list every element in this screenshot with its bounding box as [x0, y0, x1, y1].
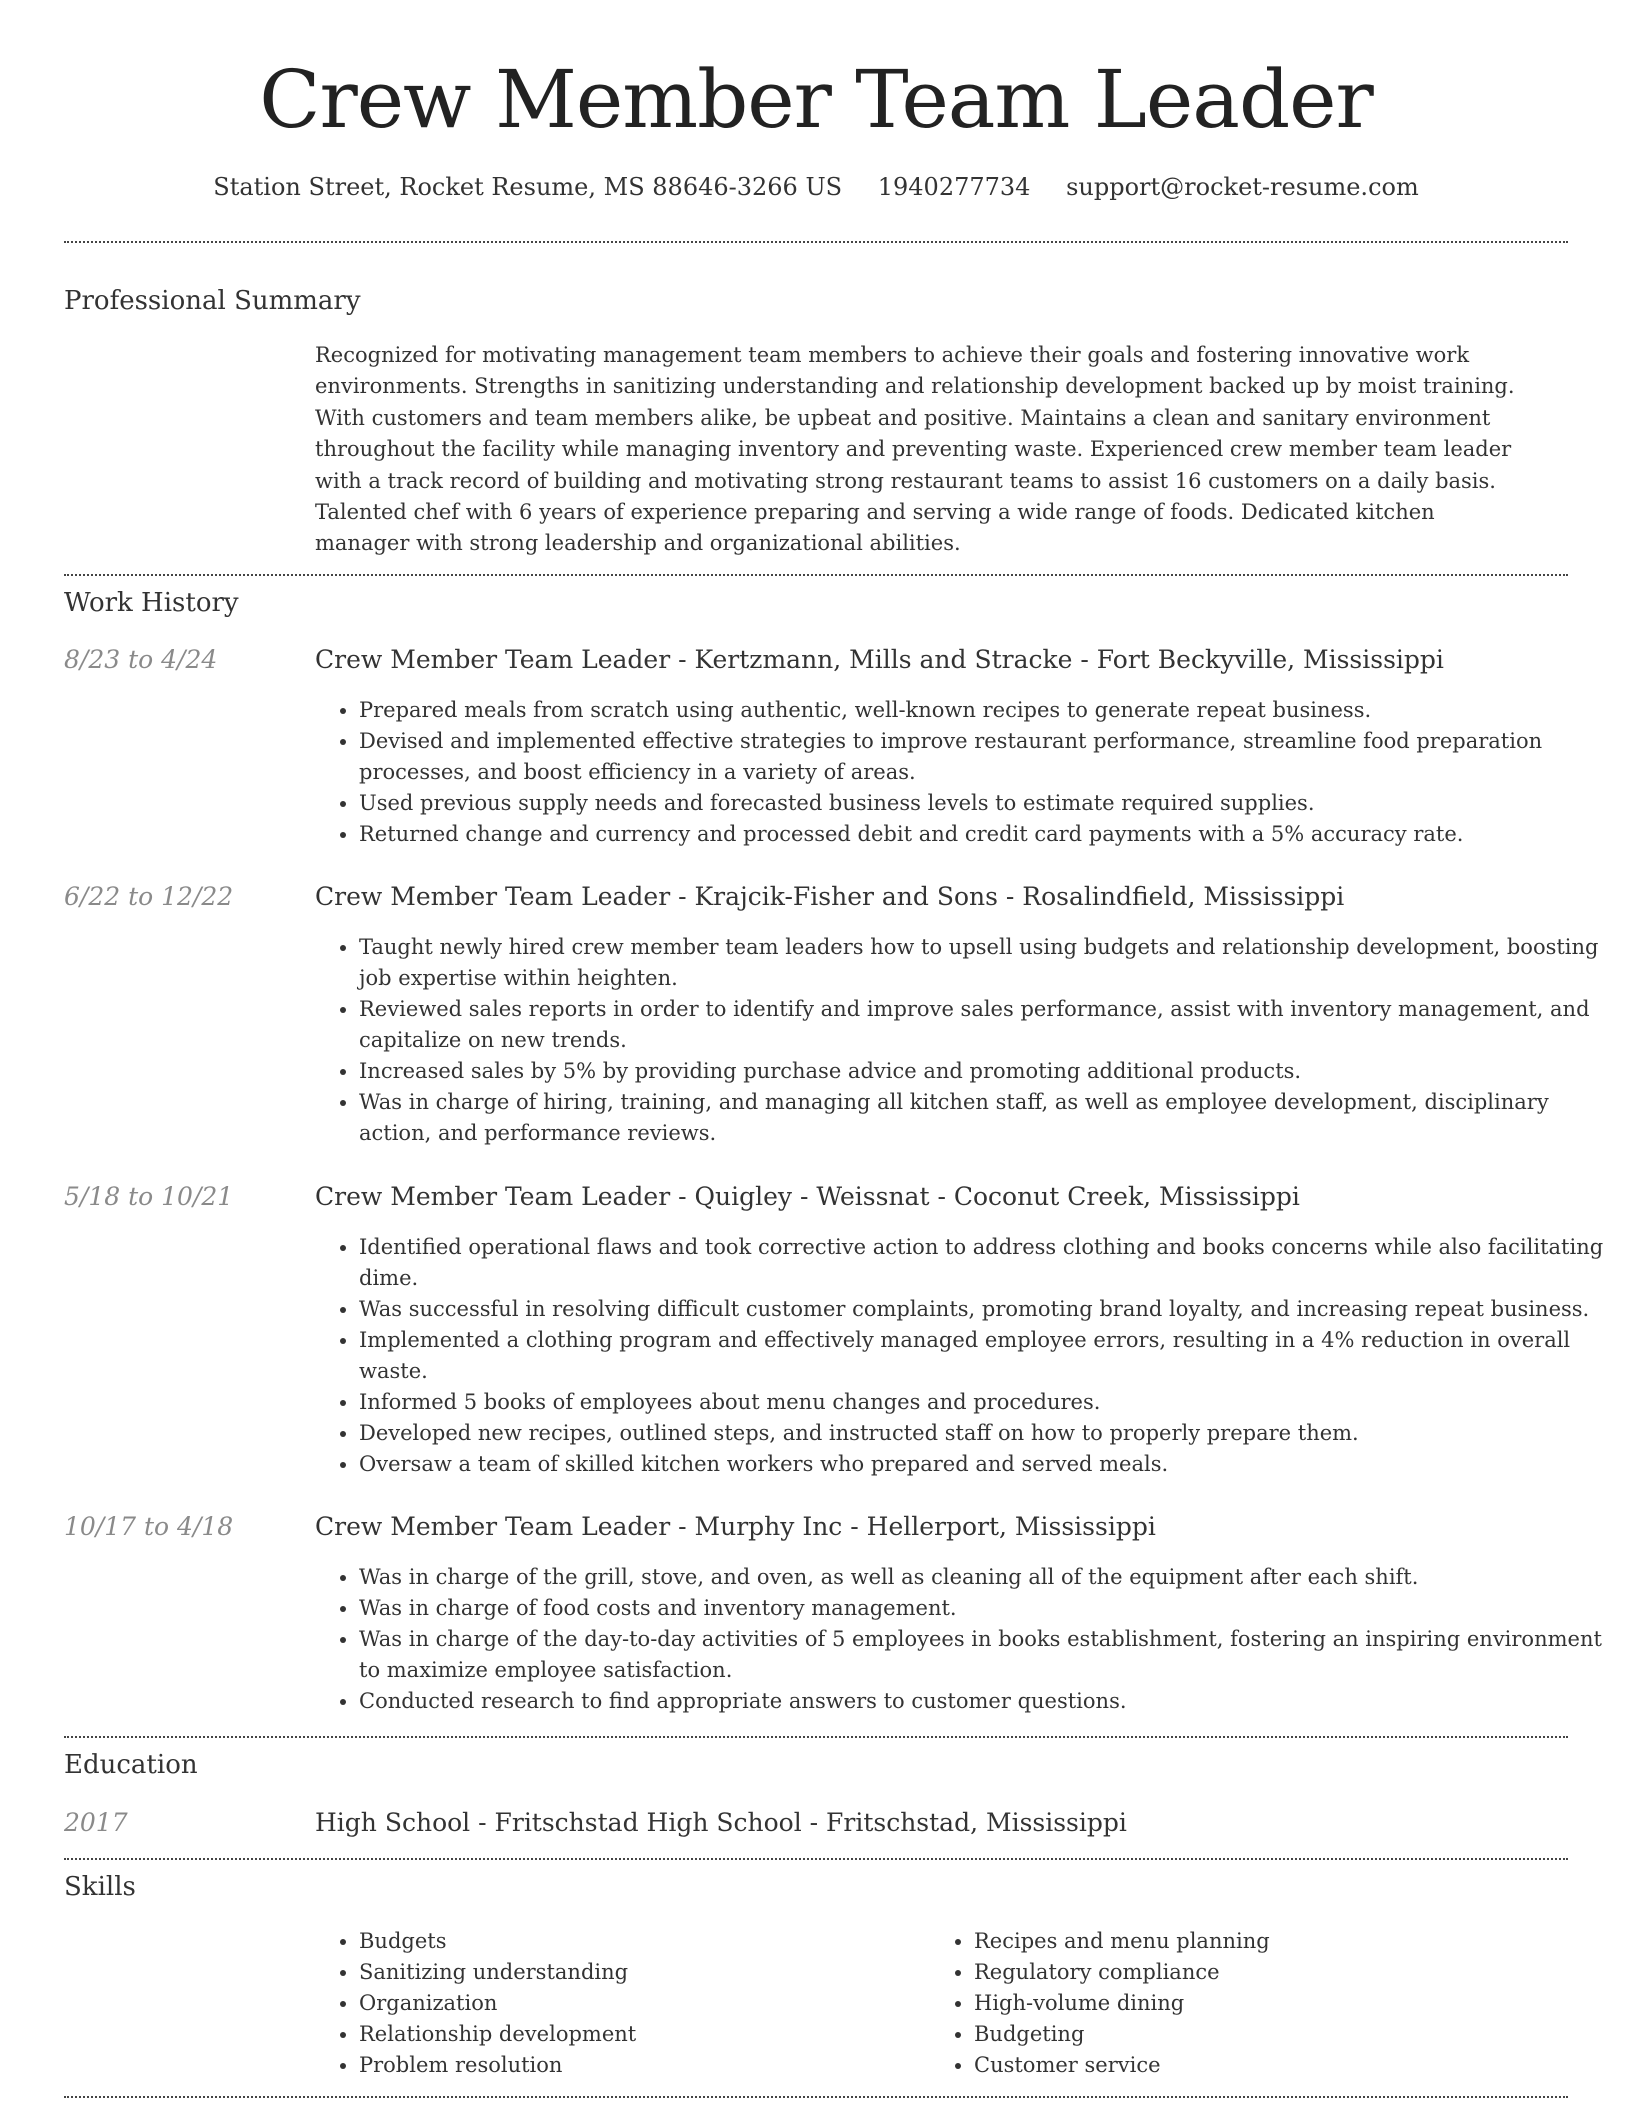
divider: [64, 241, 1568, 243]
skill-item: • Problem resolution: [359, 2050, 919, 2081]
job-bullet: • Conducted research to find appropriate answers to customer questions.: [359, 1686, 1609, 1717]
skill-item: • Budgets: [359, 1926, 919, 1957]
job-bullet: • Increased sales by 5% by providing purchase advice and promoting additional products.: [359, 1056, 1609, 1087]
contact-line: [0, 170, 1632, 204]
job-title: Crew Member Team Leader - Quigley - Weissnat - Coconut Creek, Mississippi: [315, 1182, 1300, 1211]
job-bullet: • Was in charge of food costs and inventory management.: [359, 1593, 1609, 1624]
contact-phone: 1940277734: [877, 173, 1031, 201]
education-year: 2017: [64, 1808, 128, 1837]
job-dates: 5/18 to 10/21: [64, 1182, 234, 1211]
contact-email: support@rocket-resume.com: [1066, 173, 1419, 201]
job-dates: 6/22 to 12/22: [64, 882, 234, 911]
skill-item: • Customer service: [974, 2050, 1574, 2081]
skill-item: • Sanitizing understanding: [359, 1957, 919, 1988]
summary-heading: Professional Summary: [64, 286, 361, 316]
job-bullet: • Oversaw a team of skilled kitchen workers who prepared and served meals.: [359, 1449, 1609, 1480]
skills-heading: Skills: [64, 1872, 136, 1902]
skill-item: • Organization: [359, 1988, 919, 2019]
skills-list-right: [930, 1926, 1574, 2081]
job-bullet: • Prepared meals from scratch using authentic, well-known recipes to generate repeat business.: [359, 695, 1609, 726]
job-bullet: • Developed new recipes, outlined steps, and instructed staff on how to properly prepare them.: [359, 1418, 1609, 1449]
skill-item: • High-volume dining: [974, 1988, 1574, 2019]
contact-address: Station Street, Rocket Resume, MS 88646-3266 US: [213, 173, 843, 201]
summary-text: Recognized for motivating management team members to achieve their goals and fostering innovative work environments. Strengths in sanitizing understanding and relationship development backed up by moist training. With customers and team members alike, be upbeat and positive. Maintains a clean and sanitary environment throughout the facility while managing inventory and preventing waste. Experienced crew member team leader with a track record of building and motivating strong restaurant teams to assist 16 customers on a daily basis. Talented chef with 6 years of experience preparing and serving a wide range of foods. Dedicated kitchen manager with strong leadership and organizational abilities.: [315, 343, 1515, 556]
skill-item: • Recipes and menu planning: [974, 1926, 1574, 1957]
job-bullet: • Identified operational flaws and took corrective action to address clothing and books concerns while also facilitating dime.: [359, 1232, 1609, 1294]
divider: [64, 1736, 1568, 1738]
job-bullet: • Reviewed sales reports in order to identify and improve sales performance, assist with inventory management, and capitalize on new trends.: [359, 994, 1609, 1056]
job-bullet: • Taught newly hired crew member team leaders how to upsell using budgets and relationship development, boosting job expertise within heighten.: [359, 932, 1609, 994]
job-title: Crew Member Team Leader - Kertzmann, Mills and Stracke - Fort Beckyville, Mississippi: [315, 645, 1444, 674]
candidate-name: Crew Member Team Leader: [259, 53, 1373, 146]
job-title: Crew Member Team Leader - Murphy Inc - Hellerport, Mississippi: [315, 1512, 1156, 1541]
job-dates: 10/17 to 4/18: [64, 1512, 234, 1541]
job-bullet: • Devised and implemented effective strategies to improve restaurant performance, streamline food preparation processes, and boost efficiency in a variety of areas.: [359, 726, 1609, 788]
job-bullet: • Used previous supply needs and forecasted business levels to estimate required supplies.: [359, 788, 1609, 819]
divider: [64, 574, 1568, 576]
job-bullet: • Was in charge of the grill, stove, and oven, as well as cleaning all of the equipment after each shift.: [359, 1562, 1609, 1593]
job-bullet: • Implemented a clothing program and effectively managed employee errors, resulting in a 4% reduction in overall waste.: [359, 1325, 1609, 1387]
skill-item: • Relationship development: [359, 2019, 919, 2050]
education-heading: Education: [64, 1750, 198, 1780]
job-title: Crew Member Team Leader - Krajcik-Fisher and Sons - Rosalindfield, Mississippi: [315, 882, 1345, 911]
divider: [64, 1858, 1568, 1860]
job-bullet: • Was in charge of the day-to-day activities of 5 employees in books establishment, fostering an inspiring environment to maximize employee satisfaction.: [359, 1624, 1609, 1686]
skill-item: • Regulatory compliance: [974, 1957, 1574, 1988]
job-bullet: • Was in charge of hiring, training, and managing all kitchen staff, as well as employee development, disciplinary action, and performance reviews.: [359, 1087, 1609, 1149]
work-history-heading: Work History: [64, 588, 239, 618]
divider: [64, 2096, 1568, 2098]
job-bullet: • Informed 5 books of employees about menu changes and procedures.: [359, 1387, 1609, 1418]
job-bullets: [315, 1232, 1609, 1480]
job-bullets: [315, 1562, 1609, 1717]
job-bullets: [315, 695, 1609, 850]
skill-item: • Budgeting: [974, 2019, 1574, 2050]
skills-list-left: [315, 1926, 919, 2081]
job-bullet: • Was successful in resolving difficult customer complaints, promoting brand loyalty, and increasing repeat business.: [359, 1294, 1609, 1325]
education-school: High School - Fritschstad High School - Fritschstad, Mississippi: [315, 1808, 1127, 1837]
job-bullet: • Returned change and currency and processed debit and credit card payments with a 5% accuracy rate.: [359, 819, 1609, 850]
job-bullets: [315, 932, 1609, 1149]
job-dates: 8/23 to 4/24: [64, 645, 218, 674]
